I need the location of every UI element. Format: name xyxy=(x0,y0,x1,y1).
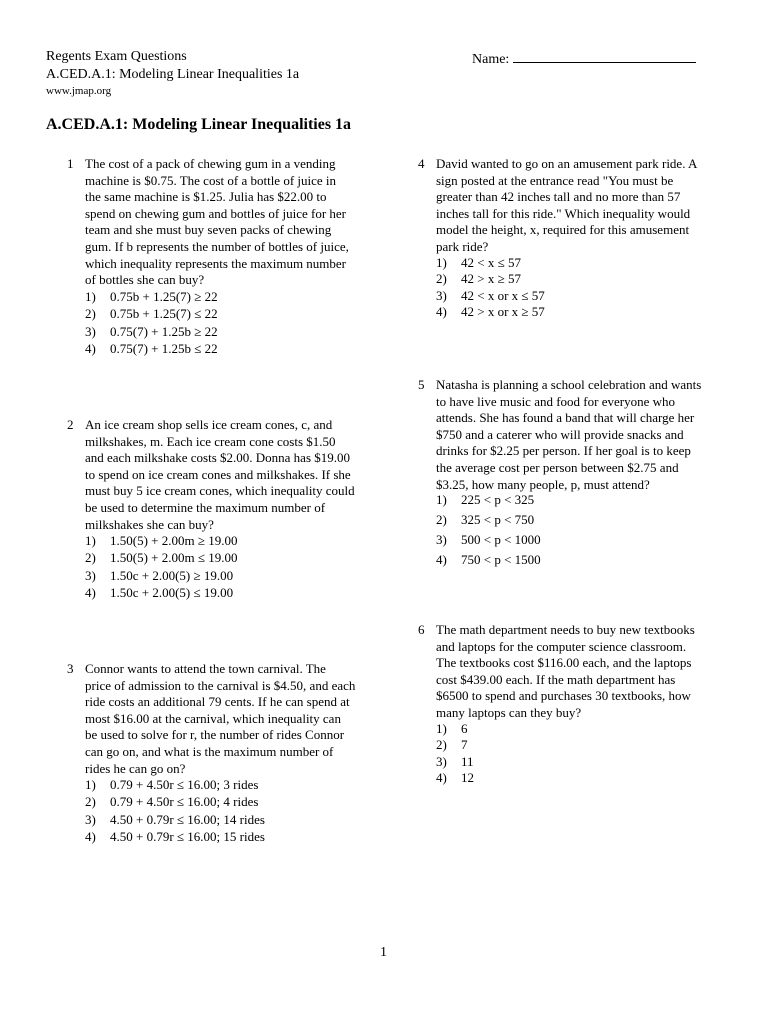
options xyxy=(436,721,474,787)
option-4[interactable]: 4) 0.75(7) + 1.25b ≤ 22 xyxy=(85,341,218,357)
name-label: Name: xyxy=(472,52,510,67)
question-number: 5 xyxy=(418,377,425,392)
question-text: Connor wants to attend the town carnival. The price of admission to the carnival is $4.50, and each ride costs an additional 79 cents. If he can spend at most $16.00 at the carnival, which inequality can be used to solve for r, the number of rides Connor can go on, and what is the maximum number of rides he can go on? xyxy=(85,661,356,776)
question-text: An ice cream shop sells ice cream cones, c, and milkshakes, m. Each ice cream cone costs $1.50 and each milkshake costs $2.00. Donna has $19.00 to spend on ice cream cones and milkshakes. If she must buy 5 ice cream cones, which inequality could be used to determine the maximum number of milkshakes she can buy? xyxy=(85,417,355,532)
option-1[interactable]: 1) 0.75b + 1.25(7) ≥ 22 xyxy=(85,288,218,304)
option-2[interactable]: 2) 7 xyxy=(436,737,468,753)
options xyxy=(436,490,541,570)
header-line2: A.CED.A.1: Modeling Linear Inequalities 1a xyxy=(46,67,300,82)
option-4[interactable]: 4) 12 xyxy=(436,770,474,786)
question-number: 1 xyxy=(67,156,74,171)
name-line[interactable] xyxy=(513,48,696,63)
page-title: A.CED.A.1: Modeling Linear Inequalities 1a xyxy=(46,116,352,133)
option-4[interactable]: 4) 42 > x or x ≥ 57 xyxy=(436,304,545,320)
option-3[interactable]: 3) 500 < p < 1000 xyxy=(436,531,541,547)
option-1[interactable]: 1) 225 < p < 325 xyxy=(436,491,535,507)
option-2[interactable]: 2) 42 > x ≥ 57 xyxy=(436,271,521,287)
option-1[interactable]: 1) 1.50(5) + 2.00m ≥ 19.00 xyxy=(85,532,238,548)
options xyxy=(85,776,265,846)
name-field[interactable] xyxy=(472,48,696,69)
option-2[interactable]: 2) 325 < p < 750 xyxy=(436,511,535,527)
question-text: The math department needs to buy new textbooks and laptops for the computer science classroom. The textbooks cost $116.00 each, and the laptops cost $439.00 each. If the math department has $6500 to spend and purchases 30 textbooks, how many laptops can they buy? xyxy=(436,622,695,720)
header-line1: Regents Exam Questions xyxy=(46,49,187,64)
option-4[interactable]: 4) 750 < p < 1500 xyxy=(436,551,541,567)
option-2[interactable]: 2) 1.50(5) + 2.00m ≤ 19.00 xyxy=(85,550,238,566)
option-4[interactable]: 4) 4.50 + 0.79r ≤ 16.00; 15 rides xyxy=(85,829,265,845)
option-3[interactable]: 3) 42 < x or x ≤ 57 xyxy=(436,287,545,303)
question-text: The cost of a pack of chewing gum in a vending machine is $0.75. The cost of a bottle of juice in the same machine is $1.25. Julia has $22.00 to spend on chewing gum and bottles of juice for her team and she must buy seven packs of chewing gum. If b represents the number of bottles of juice, which inequality represents the maximum number of bottles she can buy? xyxy=(85,156,349,288)
option-3[interactable]: 3) 4.50 + 0.79r ≤ 16.00; 14 rides xyxy=(85,811,265,827)
option-1[interactable]: 1) 0.79 + 4.50r ≤ 16.00; 3 rides xyxy=(85,776,259,792)
question-number: 4 xyxy=(418,156,425,171)
option-1[interactable]: 1) 42 < x ≤ 57 xyxy=(436,254,521,270)
question-number: 2 xyxy=(67,417,74,432)
header-site: www.jmap.org xyxy=(46,85,112,97)
options xyxy=(85,532,238,602)
option-3[interactable]: 3) 11 xyxy=(436,753,474,769)
question-text: Natasha is planning a school celebration and wants to have live music and food for everyone who attends. She has found a band that will charge her $750 and a caterer who will provide snacks and drinks for $2.25 per person. If her goal is to keep the average cost per person between $2.75 and $3.25, how many people, p, must attend? xyxy=(436,377,702,492)
page-number: 1 xyxy=(380,945,387,960)
options xyxy=(436,255,545,321)
options xyxy=(85,288,218,358)
option-2[interactable]: 2) 0.75b + 1.25(7) ≤ 22 xyxy=(85,306,218,322)
option-4[interactable]: 4) 1.50c + 2.00(5) ≤ 19.00 xyxy=(85,585,234,601)
question-text: David wanted to go on an amusement park ride. A sign posted at the entrance read "You must be greater than 42 inches tall and no more than 57 inches tall for this ride." Which inequality would model the height, x, required for this amusement park ride? xyxy=(436,156,698,254)
question-number: 6 xyxy=(418,622,425,637)
question-number: 3 xyxy=(67,661,74,676)
option-3[interactable]: 3) 0.75(7) + 1.25b ≥ 22 xyxy=(85,323,218,339)
option-3[interactable]: 3) 1.50c + 2.00(5) ≥ 19.00 xyxy=(85,567,234,583)
option-2[interactable]: 2) 0.79 + 4.50r ≤ 16.00; 4 rides xyxy=(85,794,259,810)
option-1[interactable]: 1) 6 xyxy=(436,720,468,736)
